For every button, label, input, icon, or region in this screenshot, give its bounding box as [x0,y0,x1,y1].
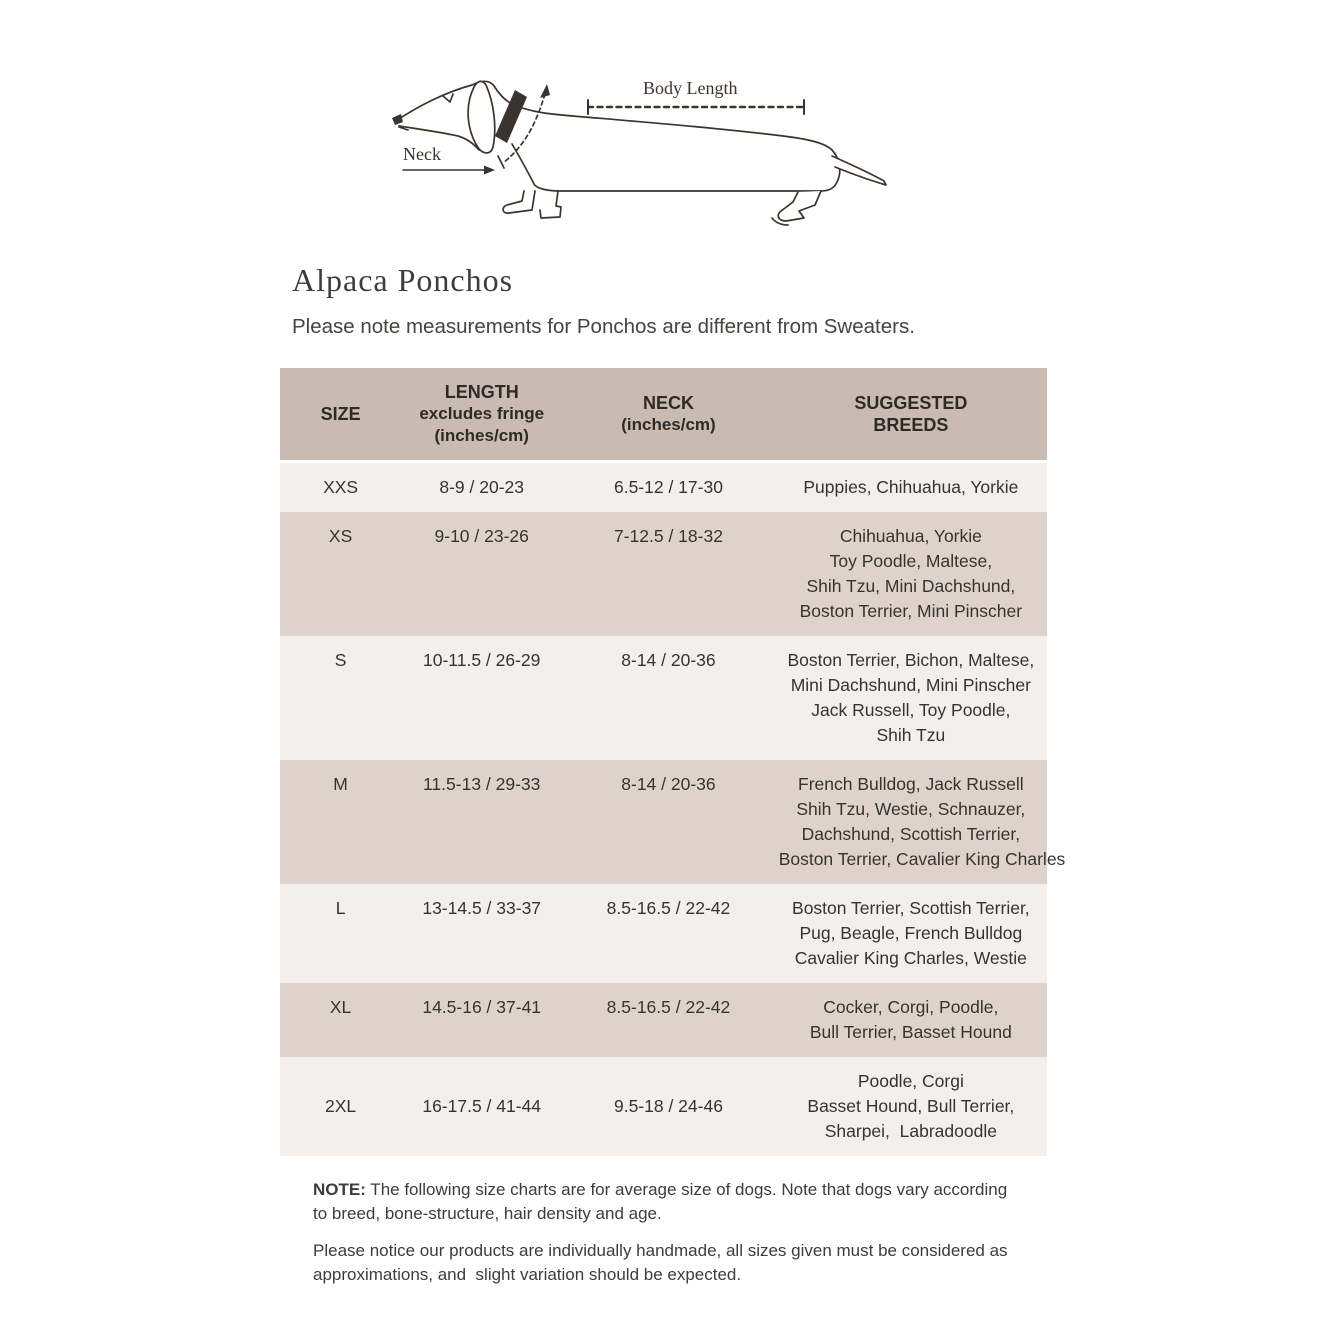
breed-line: Cocker, Corgi, Poodle, [823,997,999,1017]
neck-cell: 7-12.5 / 18-32 [562,512,774,636]
table-row [280,462,1047,513]
size-cell: XL [280,983,401,1057]
size-cell: S [280,636,401,760]
note-label: NOTE: [313,1180,366,1199]
note-paragraph [313,1178,1017,1225]
breeds-cell [775,760,1066,884]
neck-measure-end-tick [498,156,504,168]
breed-line: Chihuahua, Yorkie [839,526,982,546]
breed-line: Jack Russell, Toy Poodle, [811,700,1011,720]
breed-line: Poodle, Corgi [857,1071,964,1091]
breed-line: Boston Terrier, Bichon, Maltese, [787,650,1035,670]
breed-line: Shih Tzu, Mini Dachshund, [806,576,1016,596]
notes-section [313,1178,1017,1286]
neck-cell: 8-14 / 20-36 [562,760,774,884]
length-cell: 11.5-13 / 29-33 [401,760,562,884]
neck-cell: 8.5-16.5 / 22-42 [562,983,774,1057]
neck-cell: 6.5-12 / 17-30 [562,462,774,513]
length-cell: 10-11.5 / 26-29 [401,636,562,760]
size-cell: M [280,760,401,884]
table-row [280,636,1047,760]
breeds-cell [775,636,1047,760]
header-size: SIZE [280,368,401,462]
table-row [280,983,1047,1057]
breed-line: Cavalier King Charles, Westie [794,948,1027,968]
dog-front-leg-back [540,191,561,218]
table-row [280,1057,1047,1156]
breed-line: Shih Tzu [876,725,946,745]
size-chart [280,368,1066,1156]
neck-measure-arrowhead [540,84,550,98]
table-row [280,884,1047,983]
length-cell: 14.5-16 / 37-41 [401,983,562,1057]
size-table-body [280,462,1066,1157]
size-cell: XXS [280,462,401,513]
neck-label: Neck [403,144,441,164]
breeds-cell [775,884,1047,983]
length-cell: 16-17.5 / 41-44 [401,1057,562,1156]
breeds-cell [775,462,1047,513]
breed-line: Shih Tzu, Westie, Schnauzer, [796,799,1026,819]
breed-line: Bull Terrier, Basset Hound [809,1022,1012,1042]
breed-line: Boston Terrier, Scottish Terrier, [792,898,1030,918]
header-length: LENGTH excludes fringe (inches/cm) [401,368,562,462]
dachshund-illustration [388,60,908,235]
size-cell: 2XL [280,1057,401,1156]
neck-cell: 8-14 / 20-36 [562,636,774,760]
length-cell: 9-10 / 23-26 [401,512,562,636]
page-title: Alpaca Ponchos [292,262,514,298]
note-text: The following size charts are for average size of dogs. Note that dogs vary according to breed, bone-structure, hair density and age. [313,1180,1012,1223]
breed-line: Boston Terrier, Mini Pinscher [799,601,1023,621]
header-breeds: SUGGESTED BREEDS [775,368,1047,462]
breed-line: Dachshund, Scottish Terrier, [801,824,1021,844]
breed-line: Pug, Beagle, French Bulldog [799,923,1023,943]
body-length-label: Body Length [643,78,738,98]
breeds-cell [775,1057,1047,1156]
breed-line: Puppies, Chihuahua, Yorkie [803,477,1019,497]
collar-shape [495,90,527,143]
breed-line: Boston Terrier, Cavalier King Charles [778,849,1066,869]
dog-front-leg [503,191,535,213]
breeds-cell [775,983,1047,1057]
header-neck: NECK (inches/cm) [562,368,774,462]
neck-pointer-arrowhead [484,166,495,175]
breed-line: Toy Poodle, Maltese, [829,551,993,571]
breed-line: Basset Hound, Bull Terrier, [807,1096,1015,1116]
page-subtitle: Please note measurements for Ponchos are different from Sweaters. [292,315,915,338]
dog-measurement-diagram [388,60,908,235]
dog-rear-leg [778,191,821,221]
breed-line: Mini Dachshund, Mini Pinscher [790,675,1031,695]
length-cell: 13-14.5 / 33-37 [401,884,562,983]
size-table [280,368,1066,1156]
breed-line: French Bulldog, Jack Russell [798,774,1024,794]
table-row [280,512,1047,636]
dog-nose [392,114,403,125]
neck-cell: 9.5-18 / 24-46 [562,1057,774,1156]
handmade-note-paragraph: Please notice our products are individually handmade, all sizes given must be considered as approximations, and slight variation should be expected. [313,1241,1013,1284]
size-cell: XS [280,512,401,636]
neck-cell: 8.5-16.5 / 22-42 [562,884,774,983]
size-table-header [280,368,1047,462]
breeds-cell [775,512,1047,636]
size-cell: L [280,884,401,983]
dog-body-outline [396,81,840,191]
length-cell: 8-9 / 20-23 [401,462,562,513]
breed-line: Sharpei, Labradoodle [824,1121,997,1141]
table-row [280,760,1047,884]
